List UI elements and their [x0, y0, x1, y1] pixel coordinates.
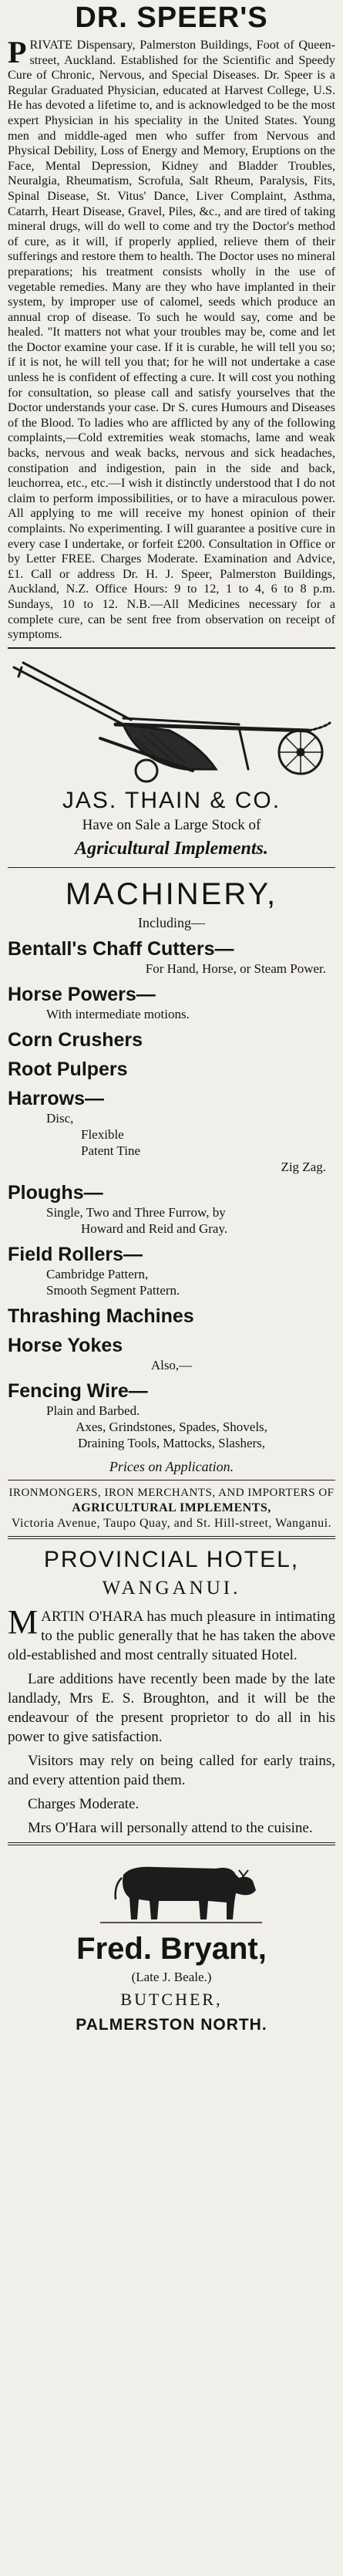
- thain-advertisement: [8, 653, 335, 1531]
- item-horse-yokes: Horse Yokes: [8, 1334, 123, 1356]
- hotel-paragraph: [8, 1602, 335, 1665]
- item-ploughs: Ploughs—: [8, 1181, 103, 1204]
- item-thrashing-machines: Thrashing Machines: [8, 1305, 194, 1327]
- speer-advertisement: [8, 2, 335, 643]
- on-sale-line: Have on Sale a Large Stock of: [82, 816, 261, 833]
- item-detail: Flexible: [81, 1126, 124, 1142]
- item-detail: Draining Tools, Mattocks, Slashers,: [77, 1435, 266, 1450]
- speer-title: DR. SPEER'S: [75, 2, 268, 34]
- divider: [8, 1842, 335, 1845]
- machinery-heading: MACHINERY,: [65, 876, 278, 911]
- hotel-paragraph: Charges Moderate.: [28, 1795, 140, 1812]
- hotel-name: PROVINCIAL HOTEL,: [43, 1546, 300, 1572]
- address-line: IRONMONGERS, IRON MERCHANTS, AND IMPORTERS OF: [8, 1486, 335, 1499]
- item-detail: For Hand, Horse, or Steam Power.: [145, 961, 326, 976]
- firm-name: JAS. THAIN & CO.: [62, 787, 281, 813]
- plough-icon: [8, 653, 335, 785]
- hotel-place: WANGANUI.: [102, 1577, 241, 1599]
- item-detail: Howard and Reid and Gray.: [81, 1220, 228, 1236]
- item-harrows: Harrows—: [8, 1087, 105, 1109]
- firm-address: [8, 1485, 335, 1531]
- item-fencing-wire: Fencing Wire—: [8, 1379, 148, 1402]
- butcher-advertisement: [8, 1852, 335, 2034]
- speer-body-text: RIVATE Dispensary, Palmerston Buildings, Foot of Queen-street, Auckland. Established for the Scientific and Speedy Cure of Chronic, Nervous, and Special Diseases. Dr. Speer is a Regular Graduated Physician, educated at Harvest College, U.S. He has devoted a lifetime to, and is acknowledged to be the most expert Physician in his speciality in the United States. Young men and middle-aged men who suffer from Nervous and Physical Debility, Loss of Energy and Memory, Eruptions on the Face, Mental Depression, Kidney and Bladder Troubles, Neuralgia, Rheumatism, Scrofula, Salt Rheum, Paralysis, Fits, Spinal Disease, St. Vitus' Dance, Liver Complaint, Asthma, Catarrh, Heart Disease, Gravel, Piles, &c., and are tired of taking mineral drugs, will do well to come and try the Doctor's method of cure, as it will, if properly applied, relieve them of their sufferings and restore them to health. The Doctor uses no mineral preparations; his treatment consists wholly in the use of vegetable remedies. Many are they who have implanted in their system, by improper use of calomel, seeds which produce an annual crop of disease. To such he would say, come and be healed. "It matters not what your troubles may be, come and let the Doctor examine your case. If it is curable, he will tell you so; if it is not, he will tell you that; for he will not undertake a case unless he is confident of effecting a cure. It will cost you nothing for consultation, so please call and satisfy yourselves that the Doctor understands your case. Dr S. cures Humours and Diseases of the Blood. To ladies who are afflicted by any of the following complaints,—Cold extremities weak stomachs, lame and weak backs, nervous and weak backs, nervous and sick headaches, constipation and indigestion, pain in the side and back, leuchorrea, etc., etc.—I wish it distinctly understood that I do not claim to perform impossibilities, or to have a miraculous power. All applying to me will receive my honest opinion of their complaints. No experimenting. I will guarantee a positive cure in every case I undertake, or forfeit £200. Consultation in Office or by Letter FREE. Charges Moderate. Examination and Advice, £1. Call or address Dr. H. J. Speer, Palmerston Buildings, Auckland, N.Z. Office Hours: 9 to 12, 1 to 4, 6 to 8 p.m. Sundays, 10 to 12. N.B.—All Medicines necessary for a complete cure, can be sent free from observation on receipt of symptoms.: [8, 38, 335, 642]
- item-chaff-cutters: Bentall's Chaff Cutters—: [8, 937, 234, 960]
- item-detail: Cambridge Pattern,: [46, 1266, 149, 1281]
- hotel-advertisement: [8, 1547, 335, 1838]
- divider: [8, 1536, 335, 1539]
- predecessor-line: (Late J. Beale.): [131, 1969, 212, 1984]
- item-detail: Axes, Grindstones, Spades, Shovels,: [76, 1419, 267, 1434]
- hotel-paragraph: Visitors may rely on being called for early trains, and every attention paid them.: [8, 1752, 335, 1788]
- item-root-pulpers: Root Pulpers: [8, 1058, 128, 1080]
- item-detail: Smooth Segment Pattern.: [46, 1282, 180, 1298]
- bullock-icon: [8, 1852, 335, 1929]
- item-corn-crushers: Corn Crushers: [8, 1028, 143, 1051]
- including-line: Including—: [138, 914, 205, 930]
- item-detail: Plain and Barbed.: [46, 1403, 140, 1418]
- divider: [8, 647, 335, 649]
- speer-body: [8, 35, 335, 643]
- speer-dropcap: P: [8, 35, 27, 69]
- item-detail: Single, Two and Three Furrow, by: [46, 1204, 226, 1220]
- item-detail: Zig Zag.: [281, 1159, 326, 1174]
- item-field-rollers: Field Rollers—: [8, 1243, 143, 1265]
- divider: [8, 867, 335, 868]
- item-detail: Patent Tine: [81, 1143, 140, 1158]
- item-horse-powers: Horse Powers—: [8, 983, 156, 1005]
- prices-line: Prices on Application.: [109, 1458, 234, 1474]
- bullock-illustration: [8, 1852, 335, 1929]
- category-heading: Agricultural Implements.: [75, 838, 268, 859]
- hotel-paragraph: Mrs O'Hara will personally attend to the cuisine.: [28, 1819, 313, 1836]
- item-detail: Disc,: [46, 1110, 74, 1126]
- hotel-paragraph-text: ARTIN O'HARA has much pleasure in intimating to the public generally that he has taken the above old-established and most centrally situated Hotel.: [8, 1608, 335, 1663]
- newspaper-page: [0, 2, 343, 2576]
- item-detail: Also,—: [150, 1357, 193, 1372]
- town-line: PALMERSTON NORTH.: [76, 2015, 267, 2034]
- item-detail: With intermediate motions.: [46, 1006, 190, 1021]
- hotel-dropcap: M: [8, 1602, 39, 1641]
- butcher-name: Fred. Bryant,: [76, 1931, 267, 1966]
- hotel-paragraph: Lare additions have recently been made by the late landlady, Mrs E. S. Broughton, and it will be the endeavour of the present proprietor to do all in his power to give satisfaction.: [8, 1670, 335, 1745]
- address-line: AGRICULTURAL IMPLEMENTS,: [72, 1501, 271, 1514]
- plough-illustration: [8, 653, 335, 785]
- trade-line: BUTCHER,: [120, 1989, 223, 2009]
- address-line: Victoria Avenue, Taupo Quay, and St. Hill-street, Wanganui.: [11, 1516, 332, 1530]
